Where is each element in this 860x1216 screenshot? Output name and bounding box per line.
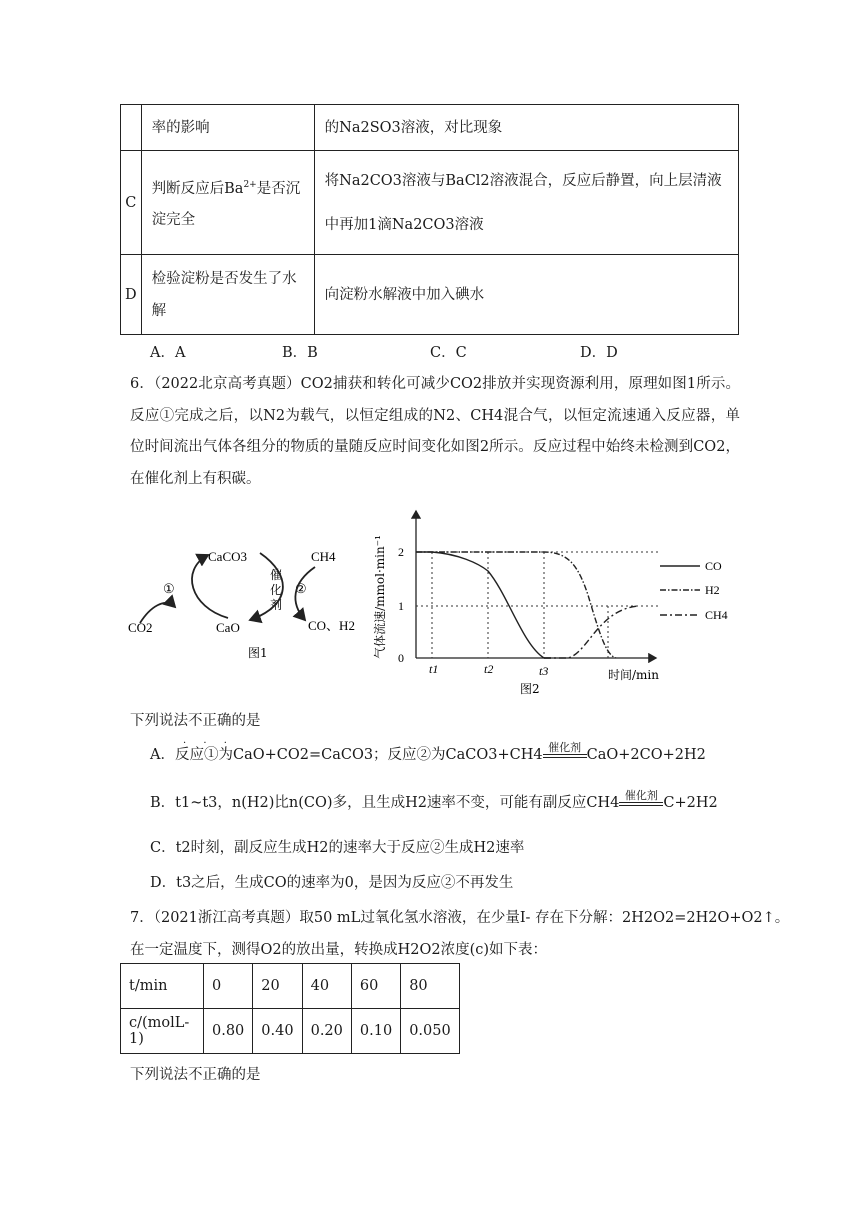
fig1-circle-1: ① [163, 582, 175, 597]
table-header-cell: t/min [121, 964, 204, 1009]
table-cell-operation [314, 151, 738, 255]
fig1-catalyst-char: 催 [270, 568, 283, 582]
fig1-circle-2: ② [295, 582, 307, 597]
catalyst-label: 催化剂 [624, 789, 658, 802]
emphasis-dots: · · · [183, 738, 234, 749]
fig2-ch4-curve [544, 606, 638, 658]
table-header-cell: 60 [351, 964, 400, 1009]
fig1-cao: CaO [216, 620, 240, 635]
experiment-table [120, 104, 739, 335]
table-cell: 0.10 [351, 1009, 400, 1054]
fig1-co-h2: CO、H2 [308, 618, 355, 633]
fig1-caption: 图1 [248, 646, 268, 660]
table-header-cell: 40 [302, 964, 351, 1009]
fig2-xtick-t2: t2 [484, 662, 494, 676]
option-a-text: A．反应①为CaO+CO2=CaCO3；反应②为CaCO3+CH4 [150, 747, 543, 763]
table-cell-operation: 向淀粉水解液中加入碘水 [314, 255, 738, 335]
fig2-x-label: 时间/min [608, 668, 659, 682]
table-header-cell: 0 [204, 964, 253, 1009]
table-row [121, 151, 739, 255]
catalyst-equals-sign [543, 742, 587, 764]
fig2-y-label: 气体流速/mmol·min⁻¹ [373, 535, 387, 659]
question-6-prompt: 下列说法不正确的是 [130, 713, 261, 729]
table-cell-operation: 的Na2SO3溶液，对比现象 [314, 105, 738, 151]
fig2-co-curve [416, 552, 551, 658]
fig2-ytick: 2 [398, 545, 404, 559]
option-d[interactable]: D．D [580, 345, 618, 361]
table-cell: c/(molL-1) [121, 1009, 204, 1054]
table-row [121, 255, 739, 335]
table-cell-label: C [121, 151, 142, 255]
purpose-text: 是否沉淀完全 [151, 180, 301, 229]
fig1-ch4: CH4 [311, 549, 336, 564]
table-row [121, 105, 739, 151]
fig1-co2: CO2 [128, 620, 153, 635]
option-b-text: B．t1~t3，n(H2)比n(CO)多，且生成H2速率不变，可能有副反应CH4 [150, 795, 620, 811]
table-cell-label [121, 105, 142, 151]
table-header-cell: 80 [401, 964, 460, 1009]
question-6-stem: 6．（2022北京高考真题）CO2捕获和转化可减少CO2排放并实现资源利用，原理如图1所示。反应①完成之后，以N2为载气，以恒定组成的N2、CH4混合气，以恒定流速通入反应器，单位时间流出气体各组分的物质的量随反应时间变化如图2所示。反应过程中始终未检测到CO2，在催化剂上有积碳。 [130, 376, 740, 487]
concentration-table [120, 963, 460, 1054]
fig1-catalyst-char: 化 [270, 583, 283, 597]
fig2-ytick: 0 [398, 651, 404, 665]
option-a-text: CaO+2CO+2H2 [586, 747, 706, 763]
fig2-xtick-t3: t3 [539, 664, 549, 678]
fig1-catalyst-char: 剂 [270, 598, 283, 612]
operation-line: 将Na2CO3溶液与BaCl2溶液混合，反应后静置，向上层清液 [324, 172, 722, 189]
fig1-caco3: CaCO3 [208, 549, 247, 564]
charge-superscript: 2+ [243, 179, 257, 190]
table-row [121, 964, 460, 1009]
question-6-option-b[interactable] [150, 790, 718, 812]
table-row [121, 1009, 460, 1054]
operation-line: 中再加1滴Na2CO3溶液 [324, 216, 484, 233]
legend-co: CO [705, 559, 722, 573]
table-header-cell: 20 [253, 964, 302, 1009]
table-cell-purpose [141, 151, 314, 255]
question-6-option-a[interactable] [150, 742, 706, 764]
figure-2 [368, 505, 748, 700]
fig2-caption: 图2 [520, 682, 540, 696]
fig2-guides [416, 552, 658, 658]
table-cell-purpose: 率的影响 [141, 105, 314, 151]
question-7-prompt: 下列说法不正确的是 [130, 1067, 261, 1083]
table-cell: 0.80 [204, 1009, 253, 1054]
purpose-text: 判断反应后Ba [151, 180, 244, 197]
legend-h2: H2 [705, 583, 720, 597]
option-a[interactable]: A．A [150, 345, 186, 361]
fig2-h2-curve [416, 552, 616, 658]
table-cell: 0.20 [302, 1009, 351, 1054]
table-cell-purpose: 检验淀粉是否发生了水解 [141, 255, 314, 335]
table-cell: 0.050 [401, 1009, 460, 1054]
fig1-arrow-left [192, 555, 228, 618]
fig2-xtick-t1: t1 [429, 662, 439, 676]
question-7-stem: 7．（2021浙江高考真题）取50 mL过氧化氢水溶液，在少量I- 存在下分解：2H2O2=2H2O+O2↑。 [130, 910, 790, 926]
table-cell: 0.40 [253, 1009, 302, 1054]
option-c[interactable]: C．C [430, 345, 467, 361]
question-6-option-c[interactable]: C．t2时刻，副反应生成H2的速率大于反应②生成H2速率 [150, 840, 525, 856]
catalyst-label: 催化剂 [548, 741, 582, 754]
legend-ch4: CH4 [705, 608, 728, 622]
table-cell-label: D [121, 255, 142, 335]
figure-1 [120, 535, 360, 665]
fig2-ytick: 1 [398, 599, 404, 613]
option-b[interactable]: B．B [282, 345, 318, 361]
option-b-text: C+2H2 [663, 795, 718, 811]
question-7-stem: 在一定温度下，测得O2的放出量，转换成H2O2浓度(c)如下表： [130, 942, 548, 958]
question-6-option-d[interactable]: D．t3之后，生成CO的速率为0，是因为反应②不再发生 [150, 875, 514, 891]
catalyst-equals-sign [619, 790, 663, 812]
